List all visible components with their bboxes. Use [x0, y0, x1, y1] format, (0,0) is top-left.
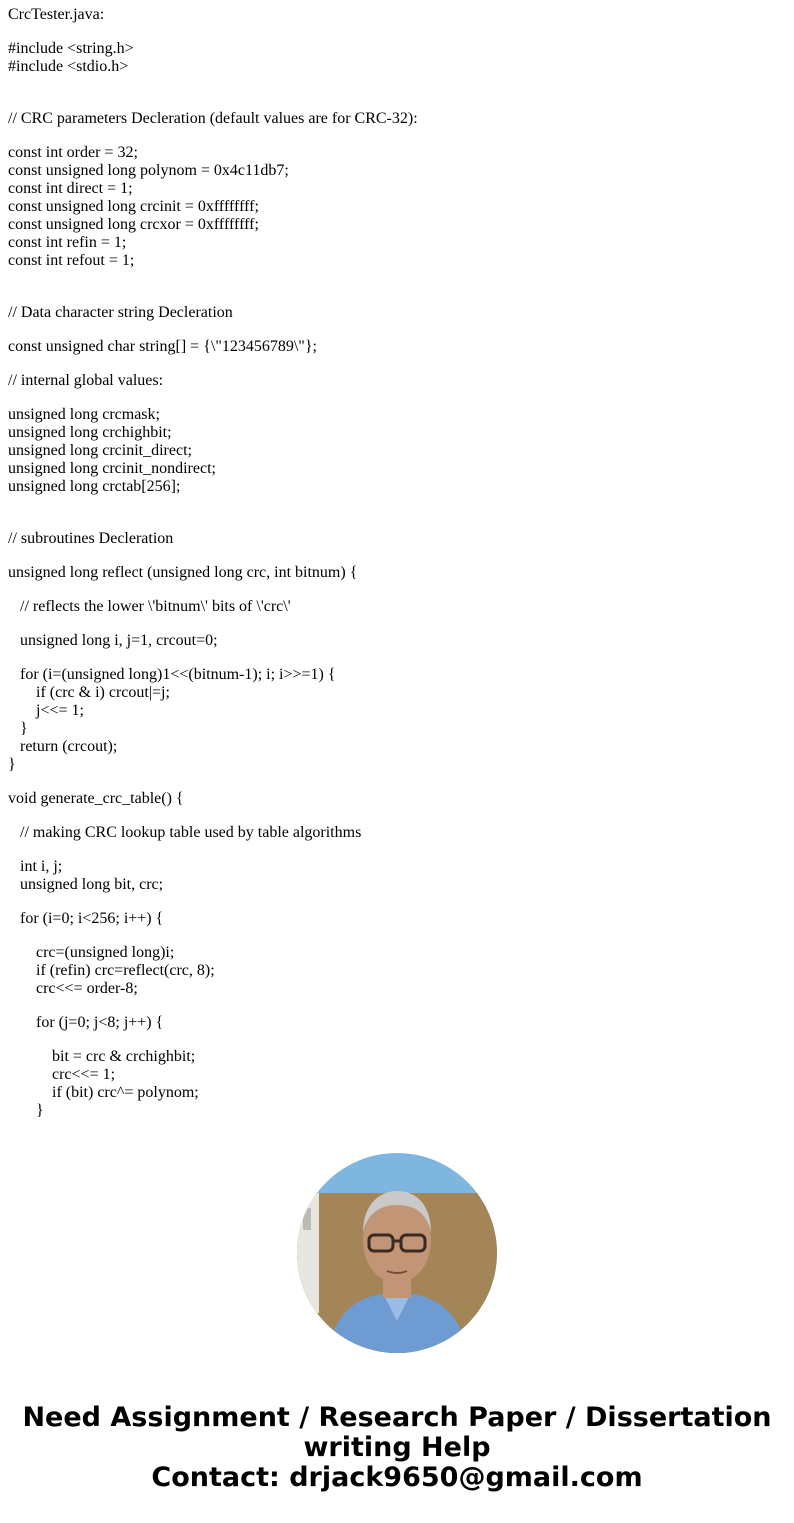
code-line: for (j=0; j<8; j++) { — [8, 1014, 164, 1031]
code-line: for (i=0; i<256; i++) { — [8, 910, 164, 927]
code-line: return (crcout); — [8, 738, 118, 755]
code-comment: // Data character string Decleration — [8, 304, 233, 321]
code-line: unsigned long crcinit_nondirect; — [8, 460, 216, 477]
code-line: if (refin) crc=reflect(crc, 8); — [8, 962, 215, 979]
code-line: unsigned long crcinit_direct; — [8, 442, 192, 459]
include-line: #include <stdio.h> — [8, 58, 129, 75]
code-comment: // making CRC lookup table used by table algorithms — [8, 824, 362, 841]
avatar-switch — [303, 1208, 311, 1230]
code-comment: // CRC parameters Decleration (default values are for CRC-32): — [8, 110, 418, 127]
code-line: const unsigned char string[] = {\"123456789\"}; — [8, 338, 317, 355]
code-line: unsigned long crchighbit; — [8, 424, 172, 441]
footer-banner — [0, 1403, 794, 1493]
footer-line-1: Need Assignment / Research Paper / Dissertation — [22, 1402, 772, 1433]
code-line: const unsigned long polynom = 0x4c11db7; — [8, 162, 289, 179]
code-line: bit = crc & crchighbit; — [8, 1048, 196, 1065]
code-line: const unsigned long crcinit = 0xffffffff; — [8, 198, 259, 215]
author-portrait-image — [297, 1153, 497, 1353]
code-line: unsigned long reflect (unsigned long crc, int bitnum) { — [8, 564, 358, 581]
code-line: if (crc & i) crcout|=j; — [8, 684, 170, 701]
code-line: crc<<= order-8; — [8, 980, 138, 997]
code-line: const int refin = 1; — [8, 234, 127, 251]
code-comment: // reflects the lower \'bitnum\' bits of \'crc\' — [8, 598, 291, 615]
code-line: crc=(unsigned long)i; — [8, 944, 175, 961]
file-title: CrcTester.java: — [8, 6, 105, 23]
author-avatar — [297, 1153, 497, 1353]
code-line: int i, j; — [8, 858, 63, 875]
code-line: unsigned long crcmask; — [8, 406, 160, 423]
code-line: const int refout = 1; — [8, 252, 135, 269]
code-line: } — [8, 756, 16, 773]
footer-line-2: writing Help — [303, 1432, 491, 1463]
code-line: crc<<= 1; — [8, 1066, 116, 1083]
code-line: } — [8, 720, 28, 737]
code-line: const int order = 32; — [8, 144, 138, 161]
code-line: unsigned long crctab[256]; — [8, 478, 181, 495]
code-comment: // subroutines Decleration — [8, 530, 174, 547]
code-line: } — [8, 1102, 44, 1119]
code-line: unsigned long bit, crc; — [8, 876, 164, 893]
code-line: const unsigned long crcxor = 0xffffffff; — [8, 216, 259, 233]
code-line: void generate_crc_table() { — [8, 790, 184, 807]
code-comment: // internal global values: — [8, 372, 164, 389]
code-line: const int direct = 1; — [8, 180, 133, 197]
code-line: j<<= 1; — [8, 702, 84, 719]
code-listing — [8, 6, 778, 1120]
code-line: for (i=(unsigned long)1<<(bitnum-1); i; i>>=1) { — [8, 666, 336, 683]
include-line: #include <string.h> — [8, 40, 134, 57]
code-line: unsigned long i, j=1, crcout=0; — [8, 632, 218, 649]
code-line: if (bit) crc^= polynom; — [8, 1084, 199, 1101]
footer-contact: Contact: drjack9650@gmail.com — [151, 1462, 643, 1493]
